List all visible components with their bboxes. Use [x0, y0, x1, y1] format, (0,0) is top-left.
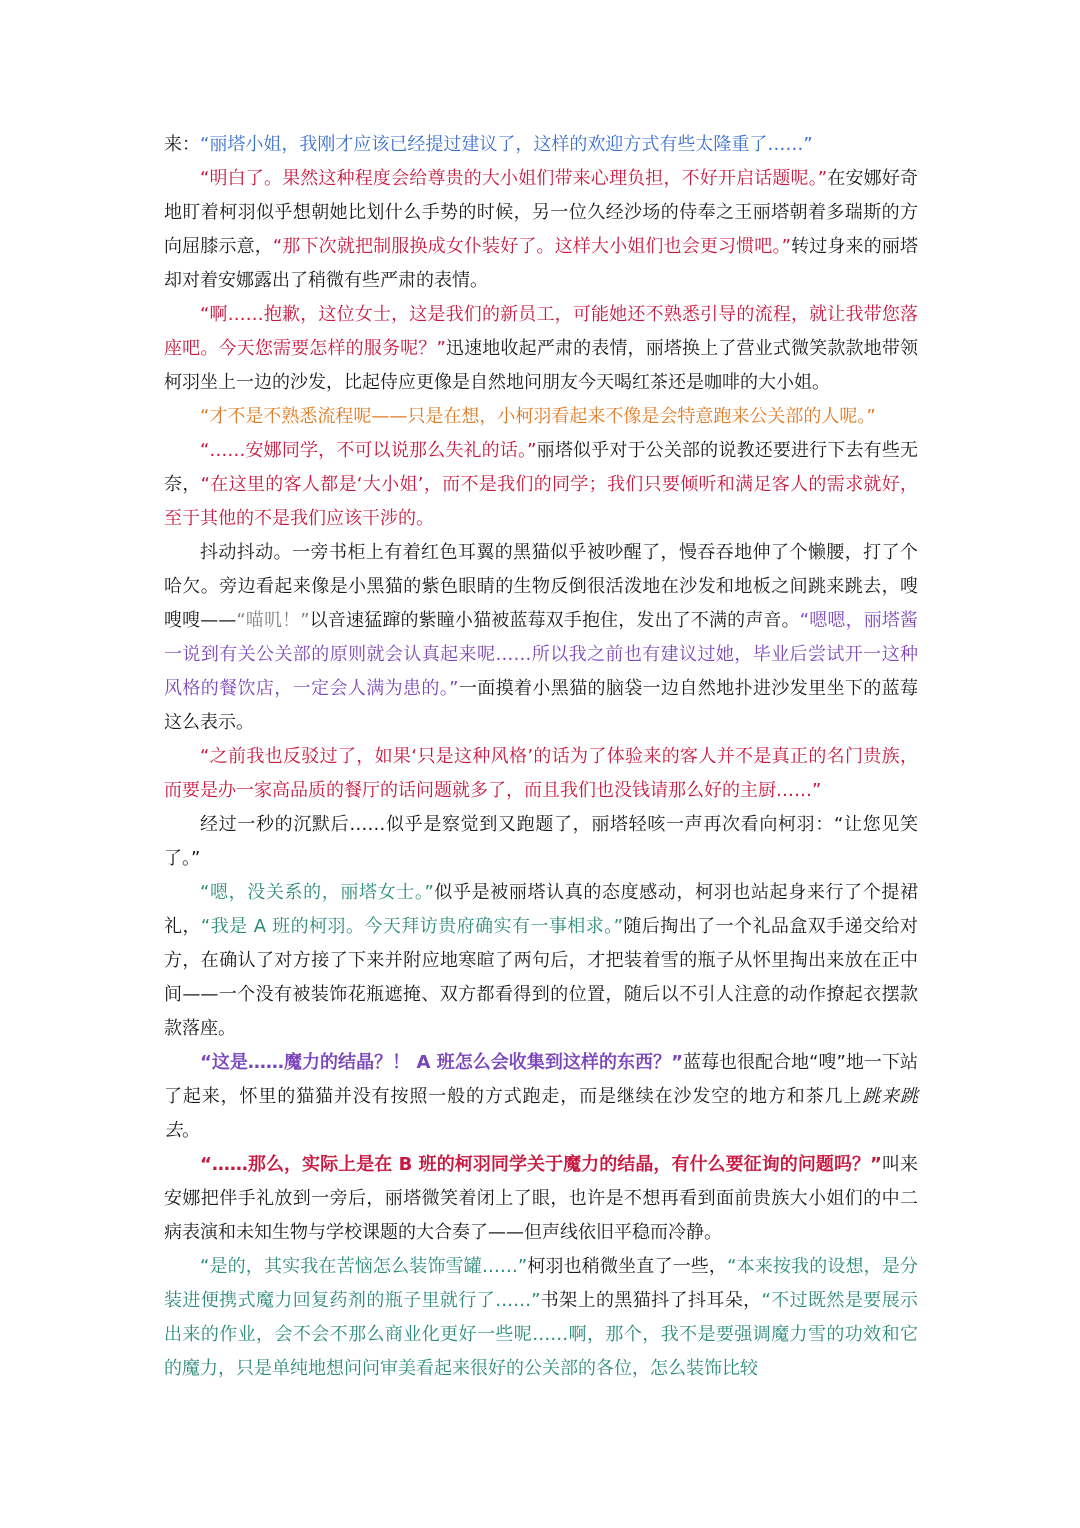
paragraph	[164, 400, 918, 434]
dialogue-text: “不过既然是要展示出来的作业，会不会不那么商业化更好一些呢……啊，那个，我不是要强调魔力雪的功效和它的魔力，只是单纯地想问问审美看起来很好的公关部的各位，怎么装饰比较	[164, 1290, 919, 1379]
narration-text: 一面摸着小黑猫的脑袋一边自然地扑进沙发里坐下的蓝莓这么表示。	[164, 678, 919, 733]
dialogue-text: “嗯嗯，丽塔酱一说到有关公关部的原则就会认真起来呢……所以我之前也有建议过她，毕业后尝试开一这种风格的餐饮店，一定会人满为患的。”	[164, 610, 919, 699]
dialogue-text: “在这里的客人都是‘大小姐’，而不是我们的同学；我们只要倾听和满足客人的需求就好，至于其他的不是我们应该干涉的。	[164, 474, 919, 529]
dialogue-text: “本来按我的设想，是分装进便携式魔力回复药剂的瓶子里就行了……”	[164, 1256, 919, 1311]
dialogue-text: “那下次就把制服换成女仆装好了。这样大小姐们也会更习惯吧。”	[272, 236, 791, 257]
narration-text: 转过身来的丽塔却对着安娜露出了稍微有些严肃的表情。	[164, 236, 918, 291]
dialogue-text: “我是 A 班的柯羽。今天拜访贵府确实有一事相求。”	[200, 916, 623, 937]
document-page	[164, 128, 918, 1386]
narration-text: 经过一秒的沉默后……似乎是察觉到又跑题了，丽塔轻咳一声再次看向柯羽：“让您见笑了。”	[164, 814, 918, 869]
dialogue-text: “嗯，没关系的，丽塔女士。”	[200, 882, 434, 903]
dialogue-text: “喵叽！”	[236, 610, 310, 631]
narration-text: 叫来安娜把伴手礼放到一旁后，丽塔微笑着闭上了眼，也许是不想再看到面前贵族大小姐们的中二病表演和未知生物与学校课题的大合奏了——但声线依旧平稳而冷静。	[164, 1154, 918, 1243]
narration-text: 来：	[164, 134, 200, 155]
narration-text: 丽塔似乎对于公关部的说教还要进行下去有些无奈，	[164, 440, 919, 495]
paragraph	[164, 434, 918, 536]
paragraph	[164, 162, 918, 298]
paragraph	[164, 740, 918, 808]
narration-text: 跳来跳去	[164, 1086, 919, 1141]
narration-text: 。	[182, 1120, 200, 1141]
paragraph	[164, 298, 918, 400]
dialogue-text: “……那么，实际上是在 B 班的柯羽同学关于魔力的结晶，有什么要征询的问题吗？”	[200, 1154, 882, 1175]
paragraph	[164, 1046, 918, 1148]
dialogue-text: “这是……魔力的结晶？！ A 班怎么会收集到这样的东西？”	[200, 1052, 683, 1073]
narration-text: 柯羽也稍微坐直了一些，	[527, 1256, 728, 1277]
narration-text: 抖动抖动。一旁书柜上有着红色耳翼的黑猫似乎被吵醒了，慢吞吞地伸了个懒腰，打了个哈欠。旁边看起来像是小黑猫的紫色眼睛的生物反倒很活泼地在沙发和地板之间跳来跳去，嗖嗖嗖——	[164, 542, 918, 631]
paragraph	[164, 128, 918, 162]
dialogue-text: “是的，其实我在苦恼怎么装饰雪罐……”	[200, 1256, 528, 1277]
narration-text: 似乎是被丽塔认真的态度感动，柯羽也站起身来行了个提裙礼，	[164, 882, 918, 937]
dialogue-text: “明白了。果然这种程度会给尊贵的大小姐们带来心理负担，不好开启话题呢。”	[200, 168, 828, 189]
dialogue-text: “才不是不熟悉流程呢——只是在想，小柯羽看起来不像是会特意跑来公关部的人呢。”	[200, 406, 876, 427]
dialogue-text: “啊……抱歉，这位女士，这是我们的新员工，可能她还不熟悉引导的流程，就让我带您落座吧。今天您需要怎样的服务呢？”	[164, 304, 918, 359]
dialogue-text: “之前我也反驳过了，如果‘只是这种风格’的话为了体验来的客人并不是真正的名门贵族，而要是办一家高品质的餐厅的话问题就多了，而且我们也没钱请那么好的主厨……”	[164, 746, 918, 801]
narration-text: 以音速猛蹿的紫瞳小猫被蓝莓双手抱住，发出了不满的声音。	[309, 610, 800, 631]
narration-text: 书架上的黑猫抖了抖耳朵，	[540, 1290, 762, 1311]
dialogue-text: “……安娜同学，不可以说那么失礼的话。”	[200, 440, 537, 461]
paragraph	[164, 1250, 918, 1386]
paragraph	[164, 536, 918, 740]
dialogue-text: “丽塔小姐，我刚才应该已经提过建议了，这样的欢迎方式有些太隆重了……”	[200, 134, 813, 155]
paragraph	[164, 808, 918, 876]
narration-text: 随后掏出了一个礼品盒双手递交给对方，在确认了对方接了下来并附应地寒暄了两句后，才把装着雪的瓶子从怀里掏出来放在正中间——一个没有被装饰花瓶遮掩、双方都看得到的位置，随后以不引人注意的动作撩起衣摆款款落座。	[164, 916, 919, 1039]
paragraph	[164, 1148, 918, 1250]
narration-text: 迅速地收起严肃的表情，丽塔换上了营业式微笑款款地带领柯羽坐上一边的沙发，比起侍应更像是自然地问朋友今天喝红茶还是咖啡的大小姐。	[164, 338, 918, 393]
paragraph	[164, 876, 918, 1046]
narration-text: 蓝莓也很配合地“嗖”地一下站了起来，怀里的猫猫并没有按照一般的方式跑走，而是继续在沙发空的地方和茶几上	[164, 1052, 918, 1107]
narration-text: 在安娜好奇地盯着柯羽似乎想朝她比划什么手势的时候，另一位久经沙场的侍奉之王丽塔朝着多瑞斯的方向屈膝示意，	[164, 168, 918, 257]
